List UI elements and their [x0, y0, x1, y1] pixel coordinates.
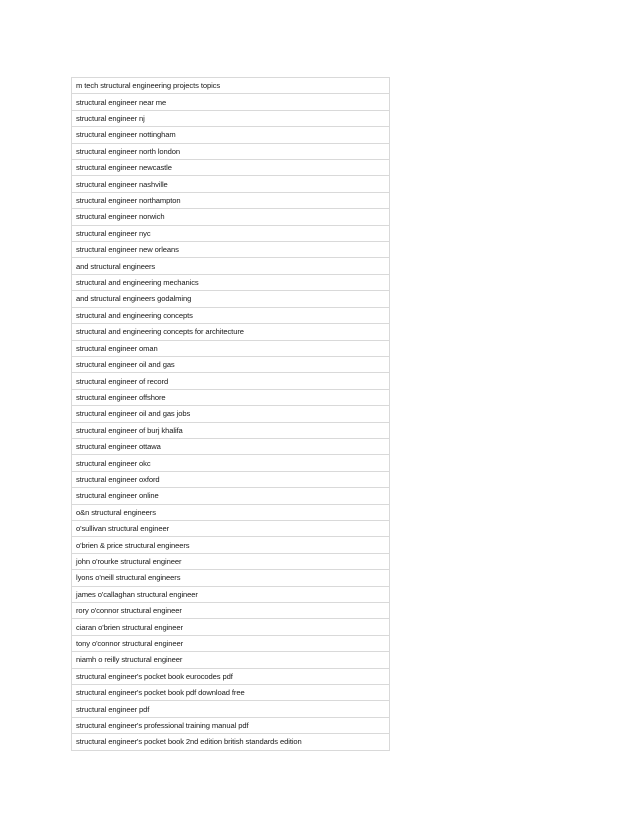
keyword-cell: structural and engineering mechanics [72, 274, 390, 290]
keyword-table [71, 77, 390, 751]
table-row [72, 685, 390, 701]
table-row [72, 668, 390, 684]
table-row [72, 488, 390, 504]
table-row [72, 635, 390, 651]
keyword-cell: structural engineer ottawa [72, 438, 390, 454]
keyword-cell: structural engineer's pocket book 2nd edition british standards edition [72, 734, 390, 750]
table-row [72, 176, 390, 192]
table-row [72, 274, 390, 290]
table-row [72, 652, 390, 668]
table-row [72, 422, 390, 438]
keyword-cell: structural engineer nottingham [72, 127, 390, 143]
keyword-cell: o'brien & price structural engineers [72, 537, 390, 553]
table-row [72, 110, 390, 126]
table-row [72, 258, 390, 274]
keyword-cell: structural engineer newcastle [72, 160, 390, 176]
table-row [72, 520, 390, 536]
table-row [72, 307, 390, 323]
table-row [72, 192, 390, 208]
keyword-cell: structural engineer norwich [72, 209, 390, 225]
table-row [72, 242, 390, 258]
keyword-cell: structural engineer's pocket book pdf download free [72, 685, 390, 701]
keyword-cell: structural engineer new orleans [72, 242, 390, 258]
table-row [72, 356, 390, 372]
keyword-cell: structural engineer oman [72, 340, 390, 356]
table-row [72, 734, 390, 750]
keyword-cell: john o'rourke structural engineer [72, 553, 390, 569]
table-row [72, 406, 390, 422]
table-row [72, 717, 390, 733]
table-row [72, 291, 390, 307]
keyword-cell: structural engineer nj [72, 110, 390, 126]
table-row [72, 586, 390, 602]
table-row [72, 127, 390, 143]
table-row [72, 570, 390, 586]
keyword-cell: structural engineer of record [72, 373, 390, 389]
table-row [72, 438, 390, 454]
keyword-cell: m tech structural engineering projects topics [72, 78, 390, 94]
keyword-cell: tony o'connor structural engineer [72, 635, 390, 651]
keyword-cell: structural engineer of burj khalifa [72, 422, 390, 438]
table-row [72, 225, 390, 241]
keyword-cell: rory o'connor structural engineer [72, 603, 390, 619]
keyword-cell: structural engineer okc [72, 455, 390, 471]
keyword-cell: structural and engineering concepts [72, 307, 390, 323]
keyword-cell: structural engineer offshore [72, 389, 390, 405]
keyword-cell: structural engineer nyc [72, 225, 390, 241]
table-row [72, 389, 390, 405]
table-row [72, 471, 390, 487]
keyword-cell: structural engineer's pocket book eurocodes pdf [72, 668, 390, 684]
table-row [72, 373, 390, 389]
keyword-cell: structural engineer pdf [72, 701, 390, 717]
table-row [72, 701, 390, 717]
keyword-table-body [72, 78, 390, 751]
keyword-cell: ciaran o'brien structural engineer [72, 619, 390, 635]
keyword-cell: structural and engineering concepts for architecture [72, 324, 390, 340]
keyword-cell: structural engineer online [72, 488, 390, 504]
keyword-cell: lyons o'neill structural engineers [72, 570, 390, 586]
table-row [72, 537, 390, 553]
keyword-cell: and structural engineers [72, 258, 390, 274]
table-row [72, 78, 390, 94]
table-row [72, 455, 390, 471]
keyword-cell: o'sullivan structural engineer [72, 520, 390, 536]
keyword-cell: structural engineer near me [72, 94, 390, 110]
keyword-cell: structural engineer northampton [72, 192, 390, 208]
table-row [72, 160, 390, 176]
keyword-cell: structural engineer oil and gas jobs [72, 406, 390, 422]
table-row [72, 209, 390, 225]
keyword-cell: niamh o reilly structural engineer [72, 652, 390, 668]
table-row [72, 553, 390, 569]
table-row [72, 504, 390, 520]
keyword-cell: and structural engineers godalming [72, 291, 390, 307]
table-row [72, 324, 390, 340]
keyword-cell: structural engineer's professional training manual pdf [72, 717, 390, 733]
table-row [72, 340, 390, 356]
keyword-cell: james o'callaghan structural engineer [72, 586, 390, 602]
table-row [72, 94, 390, 110]
keyword-cell: o&n structural engineers [72, 504, 390, 520]
keyword-cell: structural engineer nashville [72, 176, 390, 192]
table-row [72, 143, 390, 159]
keyword-cell: structural engineer north london [72, 143, 390, 159]
keyword-cell: structural engineer oxford [72, 471, 390, 487]
table-row [72, 619, 390, 635]
table-row [72, 603, 390, 619]
keyword-cell: structural engineer oil and gas [72, 356, 390, 372]
